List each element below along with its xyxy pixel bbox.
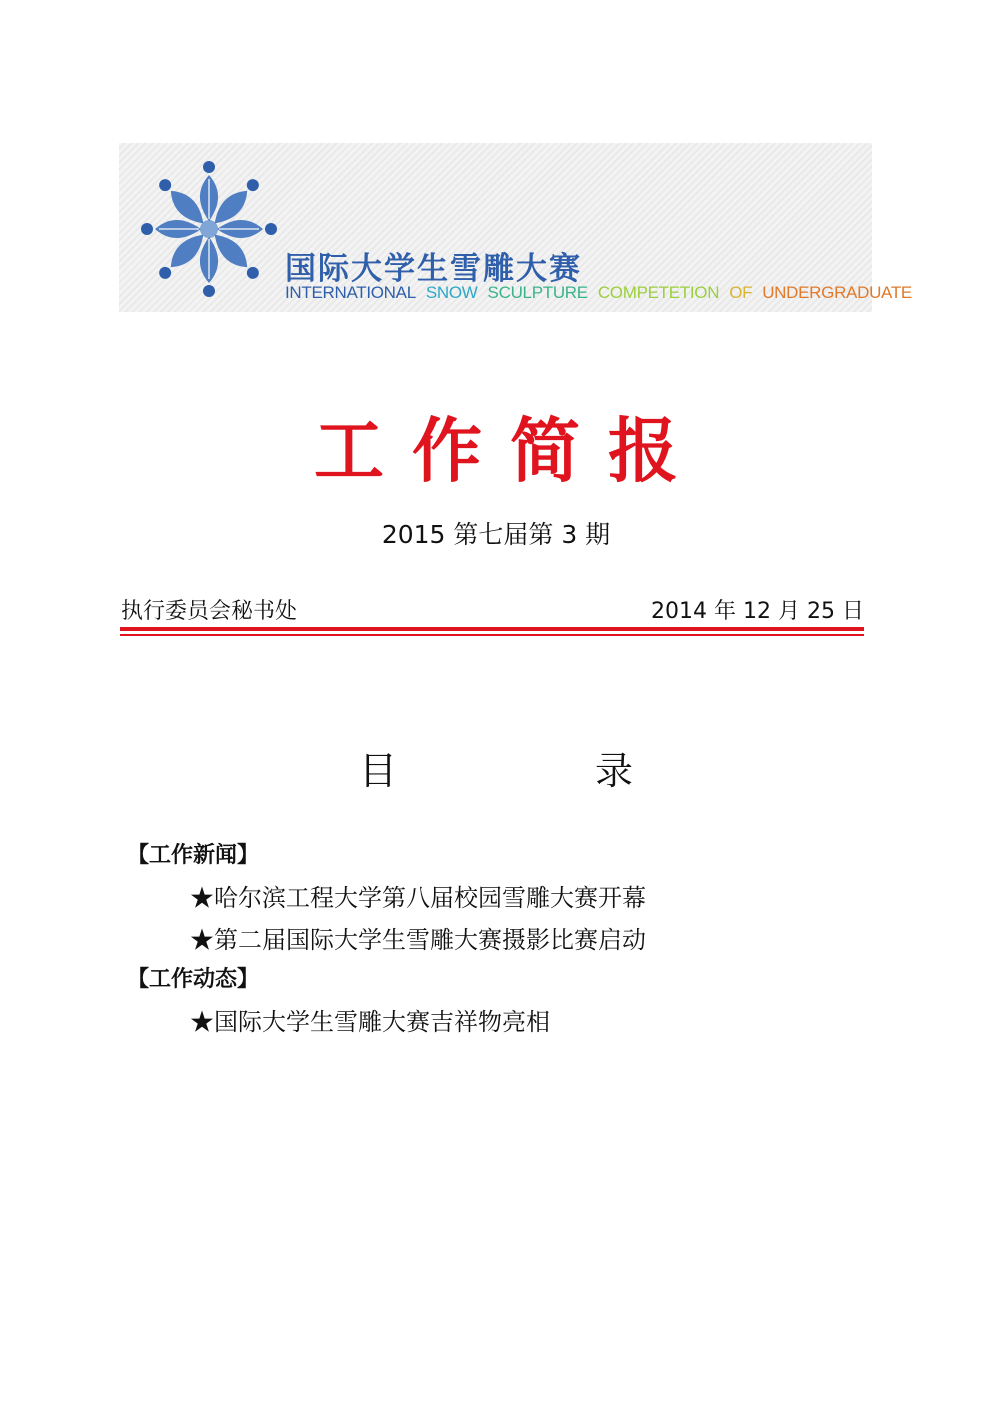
banner-en-word: INTERNATIONAL [285,283,416,302]
banner-en-word: COMPETETION [597,283,720,302]
header-banner [119,143,912,312]
toc-heading: 目 录 [358,749,713,793]
toc-item[interactable]: ★哈尔滨工程大学第八届校园雪雕大赛开幕 [190,884,646,912]
banner-chinese-name: 国际大学生雪雕大赛 [285,251,582,287]
banner-en-word: SNOW [425,283,478,302]
divider-thick [120,627,864,631]
toc-section-label: 【工作新闻】 [127,843,260,868]
issue-number: 2015 第七届第 3 期 [381,520,611,549]
bulletin-title: 工作简报 [314,409,706,492]
banner-en-word: UNDERGRADUATE [762,283,912,302]
toc-item[interactable]: ★第二届国际大学生雪雕大赛摄影比赛启动 [190,926,646,954]
publisher-office: 执行委员会秘书处 [121,599,298,624]
toc-section-label: 【工作动态】 [127,967,260,992]
toc-item[interactable]: ★国际大学生雪雕大赛吉祥物亮相 [190,1008,550,1036]
banner-en-word: OF [729,283,753,302]
banner-english-name [285,283,922,303]
publish-date: 2014 年 12 月 25 日 [651,599,864,624]
divider-thin [120,634,864,636]
banner-en-word: SCULPTURE [487,283,588,302]
snowflake-logo-icon [139,159,279,299]
